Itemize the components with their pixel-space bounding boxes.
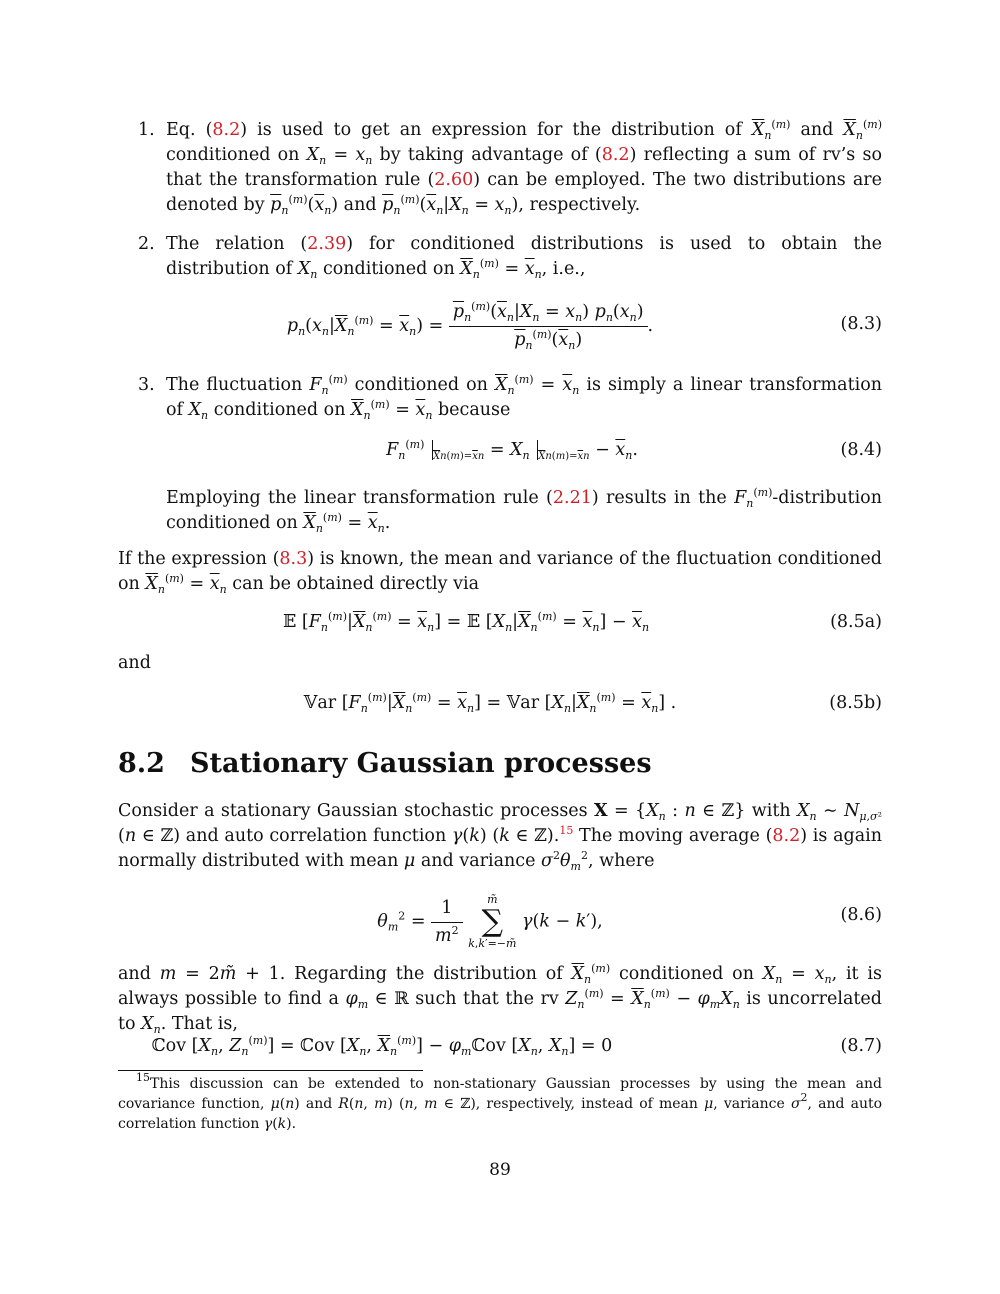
list-item-3 — [138, 373, 882, 423]
equation-8-6 — [118, 885, 882, 950]
eq-ref-2-39[interactable]: 2.39 — [307, 234, 347, 254]
eq-ref-2-60[interactable]: 2.60 — [434, 170, 474, 190]
equation-body: 𝕍ar $[F_n^{(m)}|\overline{X}_n^{(m)} = \overline{x}_n]$ = 𝕍ar $[X_n|\overline{X}_n^{(m)} = \overline{x}_n]$ . — [303, 691, 677, 715]
equation-number: (8.6) — [840, 905, 882, 925]
equation-8-5b — [118, 691, 882, 719]
list-item-number: 1. — [138, 120, 155, 140]
list-item-text: The fluctuation $F_n^{(m)}$ conditioned on $\overline{X}_n^{(m)} = \overline{x}_n$ is simply a linear transformation of $X_n$ conditioned on $\overline{X}_n^{(m)} = \overline{x}_n$ because — [166, 373, 883, 422]
equation-number: (8.5a) — [830, 612, 882, 632]
section-number: 8.2 — [118, 748, 165, 779]
list-item-text: Eq. (8.2) is used to get an expression for the distribution of $\overline{X}_n^{(m)}$ and $\overline{X}_n^{(m)}$ conditioned on $X_n = x_n$ by taking advantage of (8.2) reflecting a sum of rv’s so that the transformation rule (2.60) can be employed. The two distributions are denoted by $\overline{p}_n^{(m)}(\overline{x}_n)$ and $\overline{p}_n^{(m)}(\overline{x}_n|X_n = x_n)$, respectively. — [166, 118, 882, 217]
fraction: $\frac{1}{m^2}$ — [431, 896, 463, 949]
equation-number: (8.7) — [840, 1036, 882, 1056]
equation-number: (8.3) — [840, 314, 882, 334]
section-heading — [118, 748, 652, 779]
eq-ref-2-21[interactable]: 2.21 — [552, 488, 592, 508]
equation-body: 𝔼 $[F_n^{(m)}|\overline{X}_n^{(m)} = \overline{x}_n]$ = 𝔼 $[X_n|\overline{X}_n^{(m)} = \overline{x}_n] - \overline{x}_n$ — [282, 610, 650, 634]
footnote-mark: 15 — [136, 1071, 150, 1084]
connector-text: and — [118, 653, 151, 673]
footnote-rule — [118, 1070, 423, 1071]
page-number: 89 — [489, 1160, 511, 1180]
list-item-number: 3. — [138, 375, 155, 395]
equation-body: $p_n(x_n|\overline{X}_n^{(m)} = \overline{x}_n)$ = $\frac{\overline{p}_n^{(m)}(\overline{x}_n|X_n = x_n) p_n(x_n)}{\overline{p}_n^{(m)}(\overline{x}_n)}$ . — [286, 300, 654, 352]
equation-8-3 — [118, 300, 882, 350]
paragraph-gaussian: Consider a stationary Gaussian stochastic processes $X = \{X_n$ : n ∈ ℤ} with $X_n$ ∼ $N_{\mu,\sigma^2}$ (n ∈ ℤ) and auto correlation function γ(k) (k ∈ ℤ).$^{15}$ The moving average (8.2) is again normally distributed with mean μ and variance $\sigma^2\theta_m^2$, where — [118, 801, 883, 873]
equation-8-5a — [118, 610, 882, 638]
section-title: Stationary Gaussian processes — [190, 748, 652, 779]
equation-8-4 — [118, 438, 882, 472]
paragraph-text: Employing the linear transformation rule (2.21) results in the $F_n^{(m)}$-distribution conditioned on $\overline{X}_n^{(m)} = \overline{x}_n$. — [166, 486, 882, 535]
eq-ref-8-2[interactable]: 8.2 — [212, 120, 241, 140]
paragraph-mean-variance: If the expression (8.3) is known, the mean and variance of the fluctuation conditioned on $\overline{X}_n^{(m)} = \overline{x}_n$ can be obtained directly via — [118, 549, 882, 596]
eq-ref-8-3[interactable]: 8.3 — [279, 549, 308, 569]
eq-ref-8-2c[interactable]: 8.2 — [772, 826, 801, 846]
equation-body: ℂov [$X_n$, $Z_n^{(m)}$] = ℂov [$X_n$, $\overline{X}_n^{(m)}$] − $\varphi_mℂov$ [$X_n$, $X_n] = 0$ — [151, 1034, 613, 1058]
list-item-text: The relation (2.39) for conditioned distributions is used to obtain the distribution of $X_n$ conditioned on $\overline{X}_n^{(m)} = \overline{x}_n$, i.e., — [166, 234, 882, 281]
list-item-3-followup — [138, 486, 882, 536]
list-item-2 — [138, 232, 882, 282]
footnote: $^{15}$This discussion can be extended to non-stationary Gaussian processes by using the mean and covariance function, μ(n) and R(n, m) (n, m ∈ ℤ), respectively, instead of mean μ, variance $\sigma^2$, and auto correlation function γ(k). — [118, 1071, 883, 1132]
list-item-number: 2. — [138, 234, 155, 254]
footnote-ref-15[interactable]: 15 — [559, 824, 574, 837]
equation-body: $\theta_m^2$ = $\frac{1}{m^2}$ m̃ ∑ k,k′=−m̃ γ(k − k′), — [377, 893, 603, 950]
sum-operator: m̃ ∑ k,k′=−m̃ — [468, 893, 517, 950]
equation-number: (8.4) — [840, 440, 882, 460]
paragraph-after-8-6: and m = 2m̃ + 1. Regarding the distribution of $\overline{X}_n^{(m)}$ conditioned on $X_n = x_n$, it is always possible to find a $\varphi_m$ ∈ ℝ such that the rv $Z_n^{(m)} = \overline{X}_n^{(m)} - \varphi_mX_n$ is uncorrelated to $X_n$. That is, — [118, 962, 882, 1036]
fraction: $\frac{\overline{p}_n^{(m)}(\overline{x}_n|X_n = x_n) p_n(x_n)}{\overline{p}_n^{(m)}(\overline{x}_n)}$ — [449, 300, 648, 353]
eq-ref-8-2b[interactable]: 8.2 — [601, 145, 630, 165]
equation-8-7 — [118, 1034, 882, 1062]
equation-body: $F_n^{(m)}$ $_{\overline{X}n(m)=\overline{x}n} = X_n$ $_{\overline{X}n(m)=\overline{x}n} - \overline{x}_n$. — [386, 438, 638, 462]
list-item-1 — [138, 118, 882, 218]
equation-number: (8.5b) — [829, 693, 882, 713]
